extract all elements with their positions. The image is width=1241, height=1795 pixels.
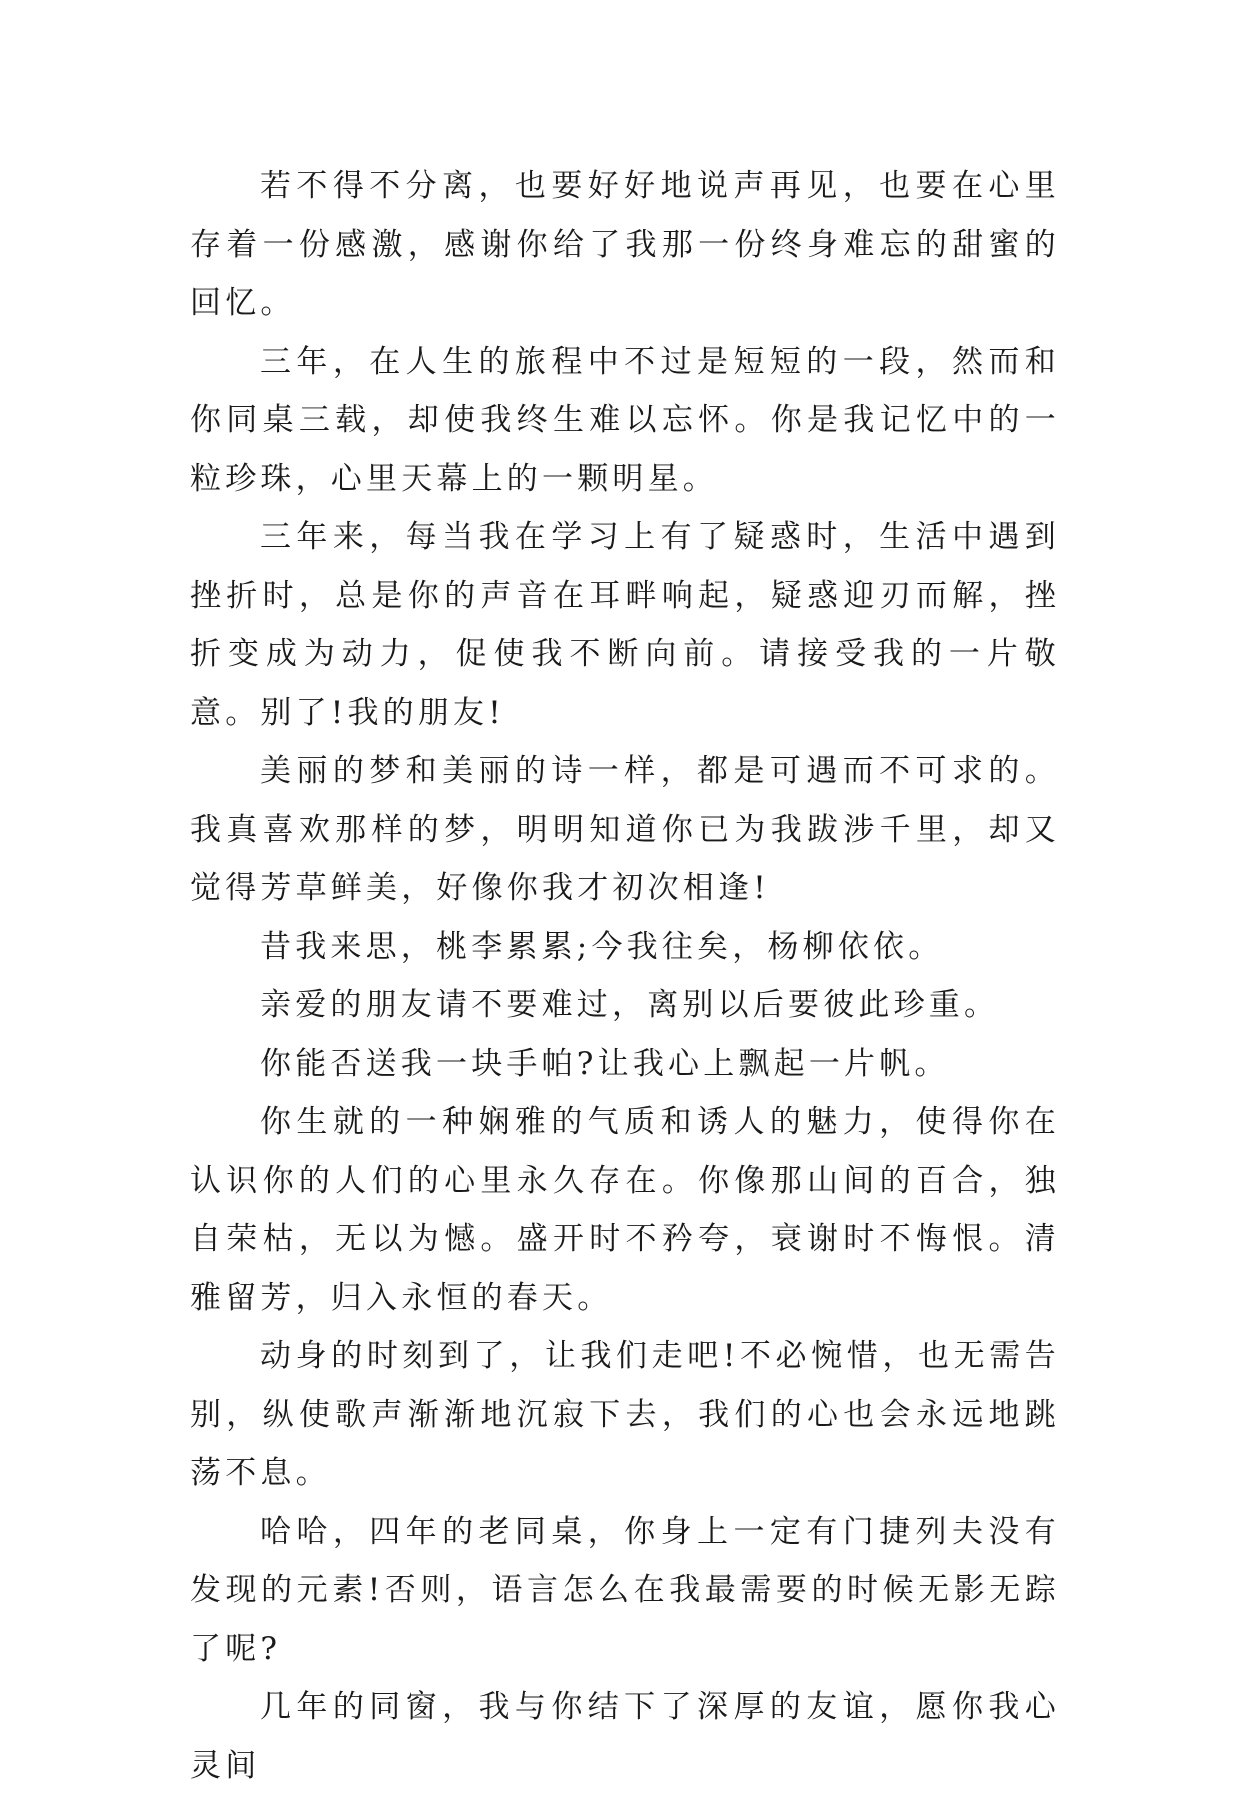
paragraph: 若不得不分离，也要好好地说声再见，也要在心里存着一份感激，感谢你给了我那一份终身难忘的甜蜜的回忆。 <box>190 168 1060 321</box>
paragraph: 几年的同窗，我与你结下了深厚的友谊，愿你我心灵间 <box>190 1689 1060 1784</box>
paragraph: 哈哈，四年的老同桌，你身上一定有门捷列夫没有发现的元素!否则，语言怎么在我最需要的时候无影无踪了呢? <box>190 1513 1060 1667</box>
document-body <box>190 157 1060 1795</box>
paragraph: 动身的时刻到了，让我们走吧!不必惋惜，也无需告别，纵使歌声渐渐地沉寂下去，我们的心也会永远地跳荡不息。 <box>190 1338 1060 1491</box>
paragraph: 你生就的一种娴雅的气质和诱人的魅力，使得你在认识你的人们的心里永久存在。你像那山间的百合，独自荣枯，无以为憾。盛开时不矜夸，衰谢时不悔恨。清雅留芳，归入永恒的春天。 <box>190 1104 1060 1316</box>
paragraph: 昔我来思，桃李累累;今我往矣，杨柳依依。 <box>260 928 944 965</box>
paragraph: 三年来，每当我在学习上有了疑惑时，生活中遇到挫折时，总是你的声音在耳畔响起，疑惑迎刃而解，挫折变成为动力，促使我不断向前。请接受我的一片敬意。别了!我的朋友! <box>190 519 1060 731</box>
paragraph: 三年，在人生的旅程中不过是短短的一段，然而和你同桌三载，却使我终生难以忘怀。你是我记忆中的一粒珍珠，心里天幕上的一颗明星。 <box>190 343 1060 497</box>
paragraph: 你能否送我一块手帕?让我心上飘起一片帆。 <box>260 1045 950 1082</box>
paragraph: 美丽的梦和美丽的诗一样，都是可遇而不可求的。我真喜欢那样的梦，明明知道你已为我跋涉千里，却又觉得芳草鲜美，好像你我才初次相逢! <box>190 753 1060 906</box>
paragraph: 亲爱的朋友请不要难过，离别以后要彼此珍重。 <box>260 987 1000 1023</box>
